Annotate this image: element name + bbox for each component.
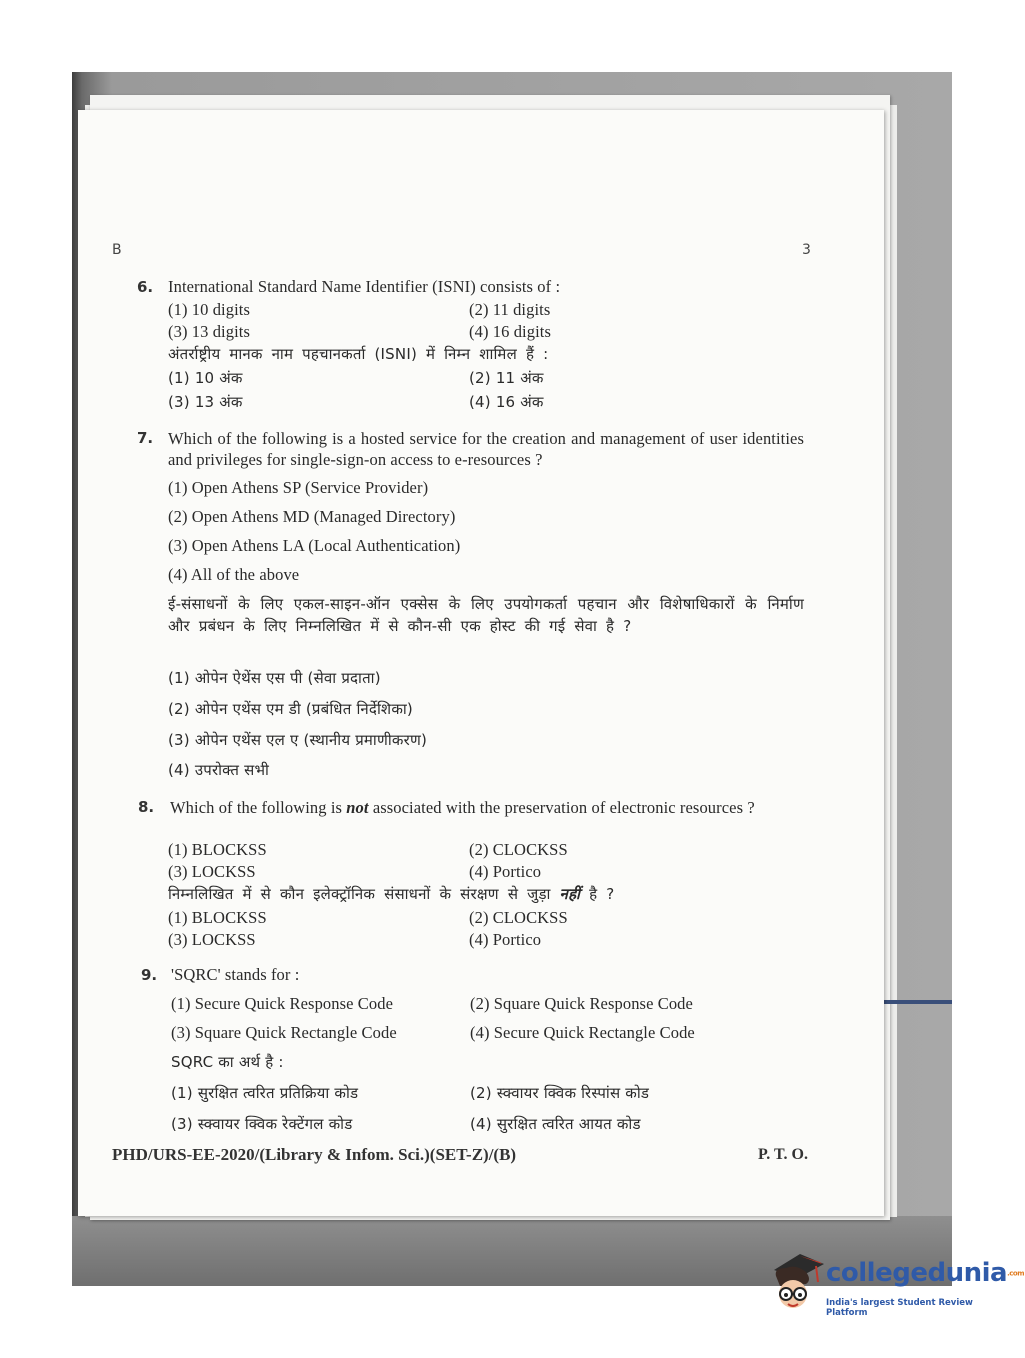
option-hi: (4) 16 अंक bbox=[469, 393, 544, 411]
question-text-en: 'SQRC' stands for : bbox=[171, 965, 300, 984]
question-number: 8. bbox=[138, 798, 155, 816]
question-text-en: International Standard Name Identifier (ISNI) consists of : bbox=[168, 277, 561, 296]
option-en: (4) All of the above bbox=[168, 565, 300, 584]
option-hi: (2) स्क्वायर क्विक रिस्पांस कोड bbox=[470, 1084, 650, 1102]
option-hi: (4) उपरोक्त सभी bbox=[168, 761, 270, 779]
question-text-en: Which of the following is a hosted service for the creation and management of user identities and privileges for single-sign-on access to e-resources ? bbox=[168, 429, 804, 469]
option-hi: (2) CLOCKSS bbox=[469, 908, 568, 927]
option-hi: (1) BLOCKSS bbox=[168, 908, 267, 927]
mascot-icon bbox=[766, 1250, 824, 1320]
question-number: 6. bbox=[137, 278, 154, 296]
option-en: (3) 13 digits bbox=[168, 322, 250, 341]
question-number: 9. bbox=[141, 966, 158, 984]
exam-code: PHD/URS-EE-2020/(Library & Infom. Sci.)(SET-Z)/(B) bbox=[112, 1145, 517, 1164]
option-en: (4) Portico bbox=[469, 862, 542, 881]
option-en: (2) 11 digits bbox=[469, 300, 551, 319]
option-en: (2) CLOCKSS bbox=[469, 840, 568, 859]
option-hi: (3) स्क्वायर क्विक रेक्टेंगल कोड bbox=[171, 1115, 353, 1133]
emphasis-nahin: नहीं bbox=[559, 885, 581, 903]
question-text-hi: ई-संसाधनों के लिए एकल-साइन-ऑन एक्सेस के लिए उपयोगकर्ता पहचान और विशेषाधिकारों के निर्माण और प्रबंधन के लिए निम्नलिखित में से कौन-सी एक होस्ट की गई सेवा है ? bbox=[168, 595, 804, 635]
option-en: (1) BLOCKSS bbox=[168, 840, 267, 859]
question-text-hi: SQRC का अर्थ है : bbox=[171, 1053, 284, 1071]
option-en: (3) LOCKSS bbox=[168, 862, 256, 881]
option-hi: (1) ओपेन ऐथेंस एस पी (सेवा प्रदाता) bbox=[168, 669, 381, 687]
exam-page bbox=[78, 110, 884, 1216]
option-en: (2) Open Athens MD (Managed Directory) bbox=[168, 507, 456, 526]
question-text-hi: अंतर्राष्ट्रीय मानक नाम पहचानकर्ता (ISNI) में निम्न शामिल हैं : bbox=[168, 345, 549, 363]
option-hi: (4) सुरक्षित त्वरित आयत कोड bbox=[470, 1115, 641, 1133]
question-number: 7. bbox=[137, 429, 154, 447]
option-hi: (1) 10 अंक bbox=[168, 369, 243, 387]
logo-tagline: India's largest Student Review Platform bbox=[826, 1298, 973, 1318]
option-hi: (2) 11 अंक bbox=[469, 369, 544, 387]
option-hi: (2) ओपेन एथेंस एम डी (प्रबंधित निर्देशिका) bbox=[168, 700, 413, 718]
logo-wordmark: collegedunia.com bbox=[826, 1258, 1024, 1288]
option-en: (2) Square Quick Response Code bbox=[470, 994, 693, 1013]
option-en: (4) Secure Quick Rectangle Code bbox=[470, 1023, 695, 1042]
collegedunia-logo bbox=[766, 1250, 1024, 1320]
emphasis-not: not bbox=[346, 798, 369, 817]
series-label: B bbox=[112, 242, 122, 258]
option-en: (3) Square Quick Rectangle Code bbox=[171, 1023, 397, 1042]
option-hi: (3) ओपेन एथेंस एल ए (स्थानीय प्रमाणीकरण) bbox=[168, 731, 428, 749]
question-text-en: Which of the following is not associated with the preservation of electronic resources ? bbox=[170, 798, 755, 817]
option-hi: (1) सुरक्षित त्वरित प्रतिक्रिया कोड bbox=[171, 1084, 359, 1102]
option-en: (4) 16 digits bbox=[469, 322, 551, 341]
please-turn-over: P. T. O. bbox=[758, 1146, 808, 1163]
option-en: (1) Secure Quick Response Code bbox=[171, 994, 394, 1013]
option-hi: (3) 13 अंक bbox=[168, 393, 243, 411]
scan-edge-mark bbox=[884, 1000, 952, 1004]
option-en: (3) Open Athens LA (Local Authentication) bbox=[168, 536, 461, 555]
option-hi: (3) LOCKSS bbox=[168, 930, 256, 949]
page-number: 3 bbox=[802, 242, 811, 258]
option-en: (1) Open Athens SP (Service Provider) bbox=[168, 478, 429, 497]
option-en: (1) 10 digits bbox=[168, 300, 250, 319]
question-text-hi: निम्नलिखित में से कौन इलेक्ट्रॉनिक संसाधनों के संरक्षण से जुड़ा नहीं है ? bbox=[168, 885, 615, 903]
option-hi: (4) Portico bbox=[469, 930, 542, 949]
